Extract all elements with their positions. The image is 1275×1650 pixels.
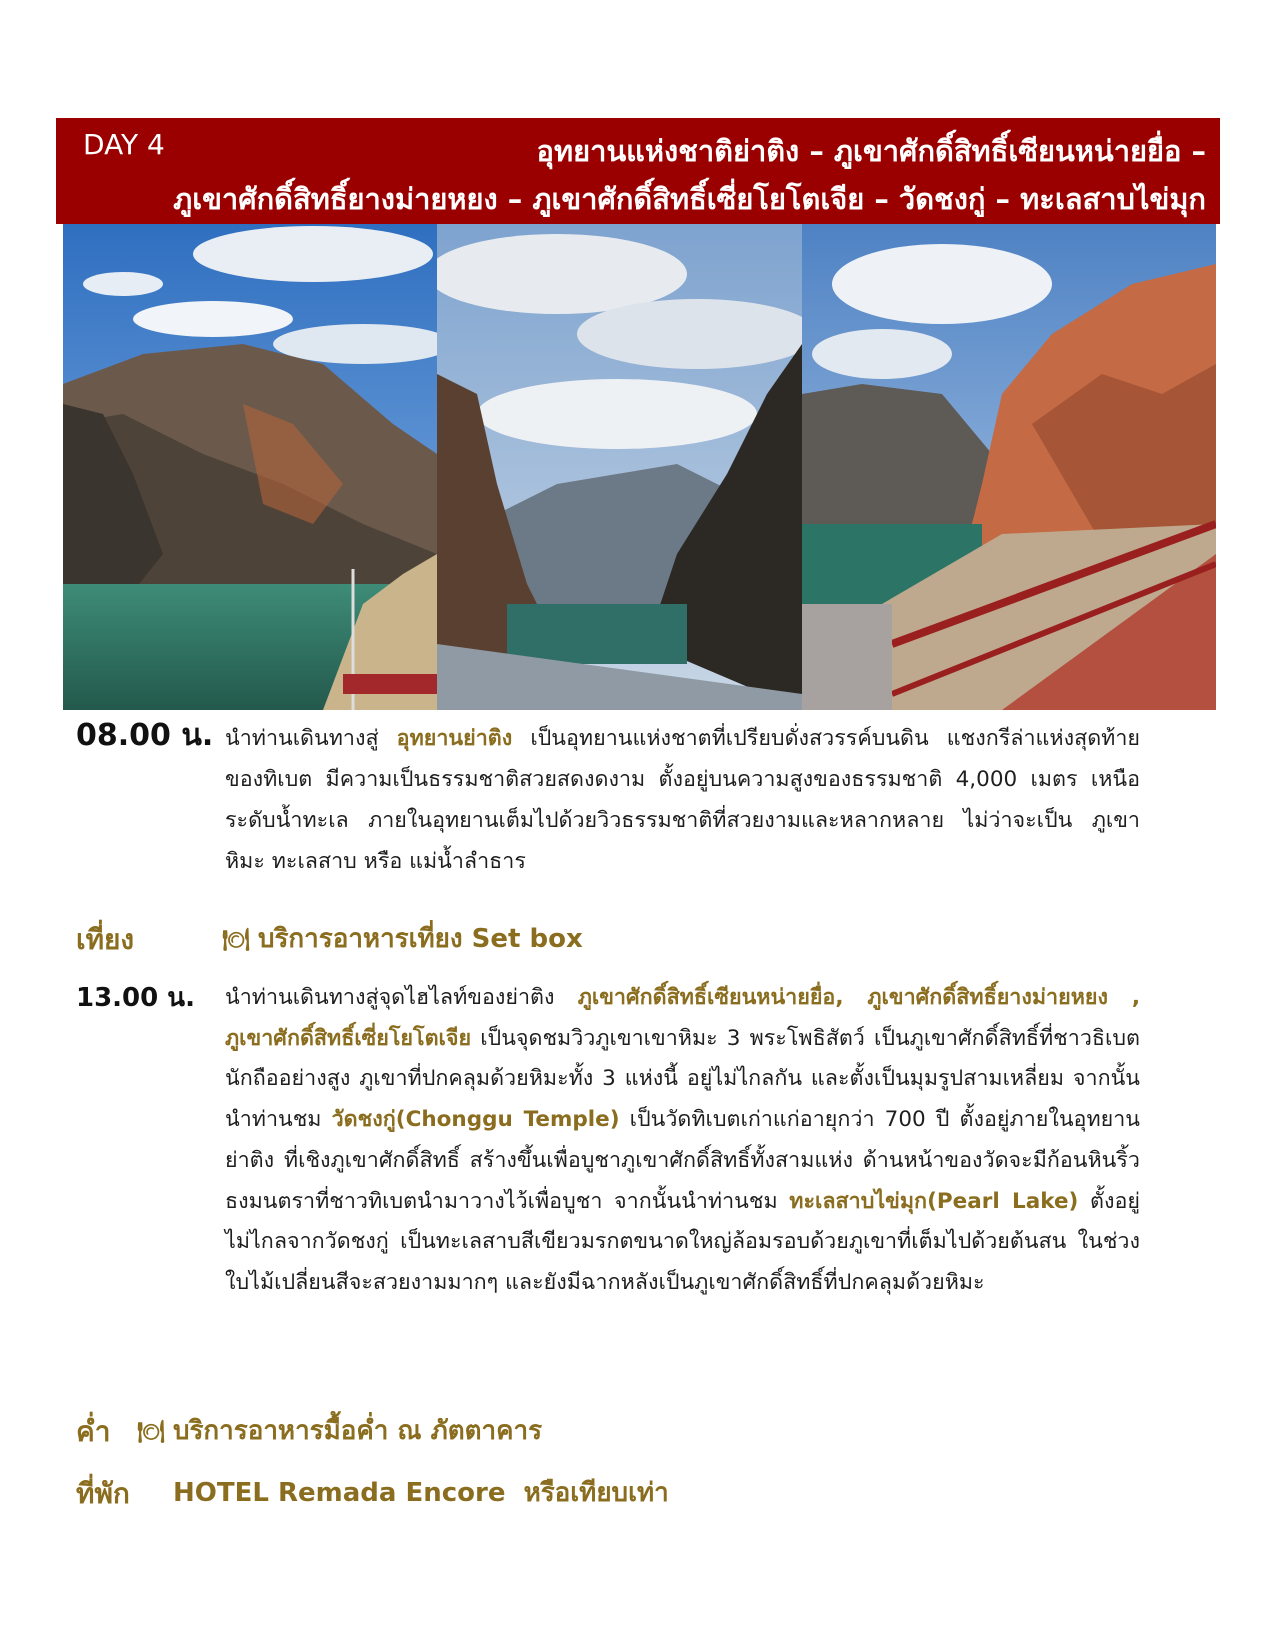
lunch-label: เที่ยง (76, 923, 135, 956)
highlight-chonggu-temple: วัดชงกู่(Chonggu Temple) (331, 1107, 620, 1133)
hotel-name: HOTEL Remada Encore หรือเทียบเท่า (173, 1478, 669, 1508)
route-title-line-1: อุทยานแห่งชาติย่าติง – ภูเขาศักดิ์สิทธิ์เซียนหน่ายยื่อ – (536, 134, 1206, 168)
highlight-pearl-lake: ทะเลสาบไข่มุก(Pearl Lake) (789, 1188, 1079, 1214)
lunch-text: บริการอาหารเที่ยง Set box (257, 924, 583, 954)
text-segment: เป็นวัดทิเบตเก่าแก่อายุกว่า 700 ปี ตั้งอยู่ภายในอุทยาน ย่าติง ที่เชิงภูเขาศักดิ์สิทธิ์ สร้างขึ้นเพื่อบูชาภูเขาศักดิ์สิทธิ์ทั้งสามแห่ง ด้านหน้าของวัดจะมีก้อนหินริ้วธงมนตราที่ชาวทิเบตนำมาวางไว้เพื่อบูชา จากนั้นนำท่านชม (225, 1107, 1141, 1214)
highlight-yading-park: อุทยานย่าติง (396, 726, 513, 751)
route-title-line-2: ภูเขาศักดิ์สิทธิ์ยางม่ายหยง – ภูเขาศักดิ์สิทธิ์เซี่ยโยโตเจีย – วัดชงกู่ – ทะเลสาบไข่มุก (173, 182, 1206, 216)
text-segment: เป็นอุทยานแห่งชาตที่เปรียบดั่งสวรรค์บนดิน แชงกรีล่าแห่งสุดท้ายของทิเบต มีความเป็นธรรมชาติสวยสดงดงาม ตั้งอยู่บนความสูงของธรรมชาติ 4,000 เมตร เหนือระดับน้ำทะเล ภายในอุทยานเต็มไปด้วยวิวธรรมชาติที่สวยงามและหลากหลาย ไม่ว่าจะเป็น ภูเขาหิมะ ทะเลสาบ หรือ แม่น้ำลำธาร (225, 726, 1140, 874)
afternoon-description (225, 978, 1140, 1304)
highlight-sacred-mountains: ภูเขาศักดิ์สิทธิ์เซียนหน่ายยื่อ, ภูเขาศักดิ์สิทธิ์ยางม่ายหยง , ภูเขาศักดิ์สิทธิ์เซี่ยโยโตเจีย (225, 985, 1140, 1051)
dinner-service (137, 1410, 542, 1451)
day-label: DAY 4 (83, 128, 165, 161)
photo-cliff-walkway (802, 224, 1216, 710)
dining-icon: 🍽 (222, 928, 250, 953)
lunch-service (222, 918, 583, 959)
dining-icon: 🍽 (137, 1420, 165, 1445)
hotel-label: ที่พัก (76, 1477, 130, 1510)
time-1300: 13.00 น. (76, 983, 195, 1013)
dinner-label: ค่ำ (76, 1415, 111, 1448)
text-segment: เป็นจุดชมวิวภูเขาเขาหิมะ 3 พระโพธิสัตว์ เป็นภูเขาศักดิ์สิทธิ์ที่ชาวธิเบตนักถืออย่างสูง ภูเขาที่ปกคลุมด้วยหิมะทั้ง 3 แห่งนี้ อยู่ไม่ไกลกัน และตั้งเป็นมุมรูปสามเหลี่ยม จากนั้นนำท่านชม (225, 1025, 1140, 1133)
dinner-text: บริการอาหารมื้อค่ำ ณ ภัตตาคาร (172, 1416, 543, 1446)
photo-strip (63, 224, 1216, 710)
day-banner (56, 118, 1220, 224)
text-segment: นำท่านเดินทางสู่ (225, 726, 397, 751)
time-0800: 08.00 น. (76, 718, 214, 753)
morning-description (225, 718, 1140, 882)
text-segment: นำท่านเดินทางสู่จุดไฮไลท์ของย่าติง (225, 985, 578, 1010)
photo-gorge-lake (63, 224, 437, 710)
photo-canyon-clouds (437, 224, 802, 710)
text-segment: ตั้งอยู่ไม่ไกลจากวัดชงกู่ เป็นทะเลสาบสีเขียวมรกตขนาดใหญ่ล้อมรอบด้วยภูเขาที่เต็มไปด้วยต้นสน ในช่วงใบไม้เปลี่ยนสีจะสวยงามมากๆ และยังมีฉากหลังเป็นภูเขาศักดิ์สิทธิ์ที่ปกคลุมด้วยหิมะ (225, 1188, 1140, 1295)
